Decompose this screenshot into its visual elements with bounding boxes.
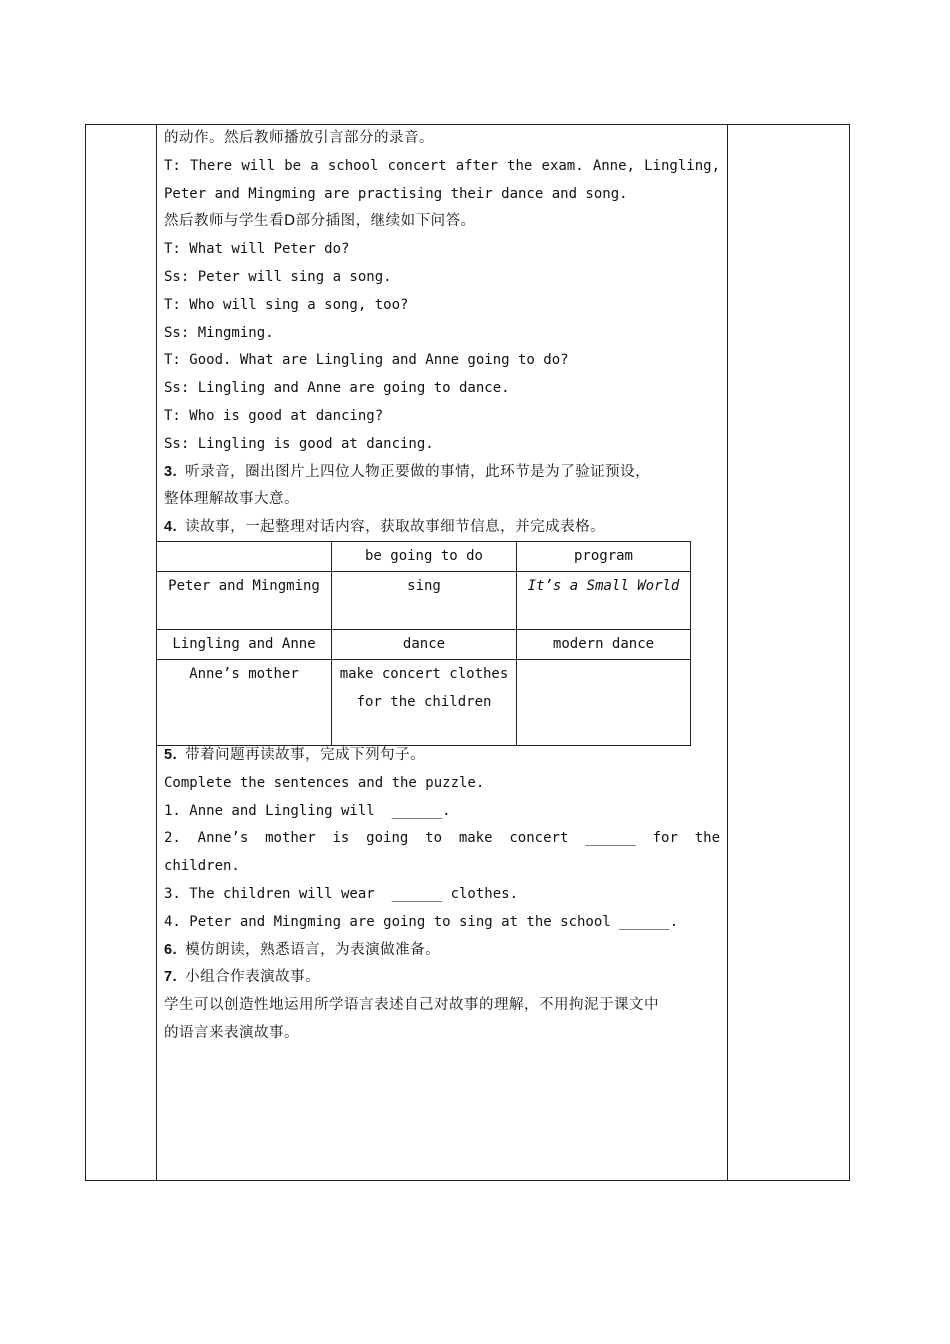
exercise-title: Complete the sentences and the puzzle. (164, 774, 485, 791)
dialogue-line: Ss: Peter will sing a song. (164, 268, 392, 285)
dialogue-line: Peter and Mingming are practising their dance and song. (164, 185, 628, 202)
step-number: 4. (164, 519, 178, 536)
dialogue-line: T: Who is good at dancing? (164, 407, 384, 424)
table-header-cell: be going to do (332, 542, 517, 572)
dialogue-line: T: There will be a school concert after the exam. Anne, Lingling, (164, 157, 720, 174)
instruction-line: 然后教师与学生看D部分插图，继续如下问答。 (164, 213, 476, 230)
exercise-sentence: children. (164, 858, 240, 875)
table-row (157, 630, 691, 660)
table-header-cell (157, 542, 332, 572)
closing-line: 的语言来表演故事。 (164, 1024, 299, 1041)
dialogue-line: Ss: Lingling is good at dancing. (164, 435, 434, 452)
table-cell-do: make concert clothes for the children (332, 660, 517, 746)
exercise-sentence: 3. The children will wear ______ clothes. (164, 885, 519, 902)
table-cell-program (517, 660, 691, 746)
step-text: 读故事，一起整理对话内容，获取故事细节信息，并完成表格。 (185, 519, 606, 536)
table-cell-who: Anne’s mother (157, 660, 332, 746)
step-text: 听录音，圈出图片上四位人物正要做的事情，此环节是为了验证预设， (185, 463, 651, 480)
dialogue-line: T: Who will sing a song, too? (164, 296, 409, 313)
table-cell-who: Peter and Mingming (157, 572, 332, 630)
lesson-content (164, 125, 720, 542)
step-text: 小组合作表演故事。 (185, 969, 321, 986)
step-3-continued: 整体理解故事大意。 (164, 491, 299, 508)
step-number: 3. (164, 463, 178, 480)
table-cell-program: modern dance (517, 630, 691, 660)
step-6 (164, 937, 720, 965)
dialogue-line: T: What will Peter do? (164, 241, 350, 258)
table-cell-do: sing (332, 572, 517, 630)
story-details-table (156, 541, 691, 746)
step-number: 7. (164, 969, 178, 986)
lesson-content-lower (164, 742, 720, 1048)
intro-line: 的动作。然后教师播放引言部分的录音。 (164, 130, 434, 146)
step-5 (164, 742, 720, 770)
dialogue-line: T: Good. What are Lingling and Anne going to do? (164, 352, 569, 369)
lesson-table (85, 124, 850, 1181)
table-row (157, 660, 691, 746)
step-text: 模仿朗读，熟悉语言，为表演做准备。 (185, 941, 441, 958)
dialogue-line: Ss: Mingming. (164, 324, 274, 341)
exercise-sentence: 1. Anne and Lingling will ______. (164, 802, 451, 819)
table-header-cell: program (517, 542, 691, 572)
step-text: 带着问题再读故事，完成下列句子。 (185, 747, 426, 763)
table-cell-do: dance (332, 630, 517, 660)
step-number: 6. (164, 941, 178, 958)
step-4 (164, 514, 720, 542)
step-7 (164, 964, 720, 992)
step-3 (164, 459, 720, 487)
step-number: 5. (164, 747, 178, 763)
closing-line: 学生可以创造性地运用所学语言表述自己对故事的理解，不用拘泥于课文中 (164, 997, 659, 1014)
exercise-sentence: 4. Peter and Mingming are going to sing at the school ______. (164, 913, 679, 930)
table-header-row (157, 542, 691, 572)
table-row (157, 572, 691, 630)
table-cell-program: It’s a Small World (517, 572, 691, 630)
exercise-sentence: 2. Anne’s mother is going to make concert ______ for the (164, 830, 720, 847)
column-divider-right (727, 125, 728, 1180)
dialogue-line: Ss: Lingling and Anne are going to dance. (164, 380, 510, 397)
table-cell-who: Lingling and Anne (157, 630, 332, 660)
